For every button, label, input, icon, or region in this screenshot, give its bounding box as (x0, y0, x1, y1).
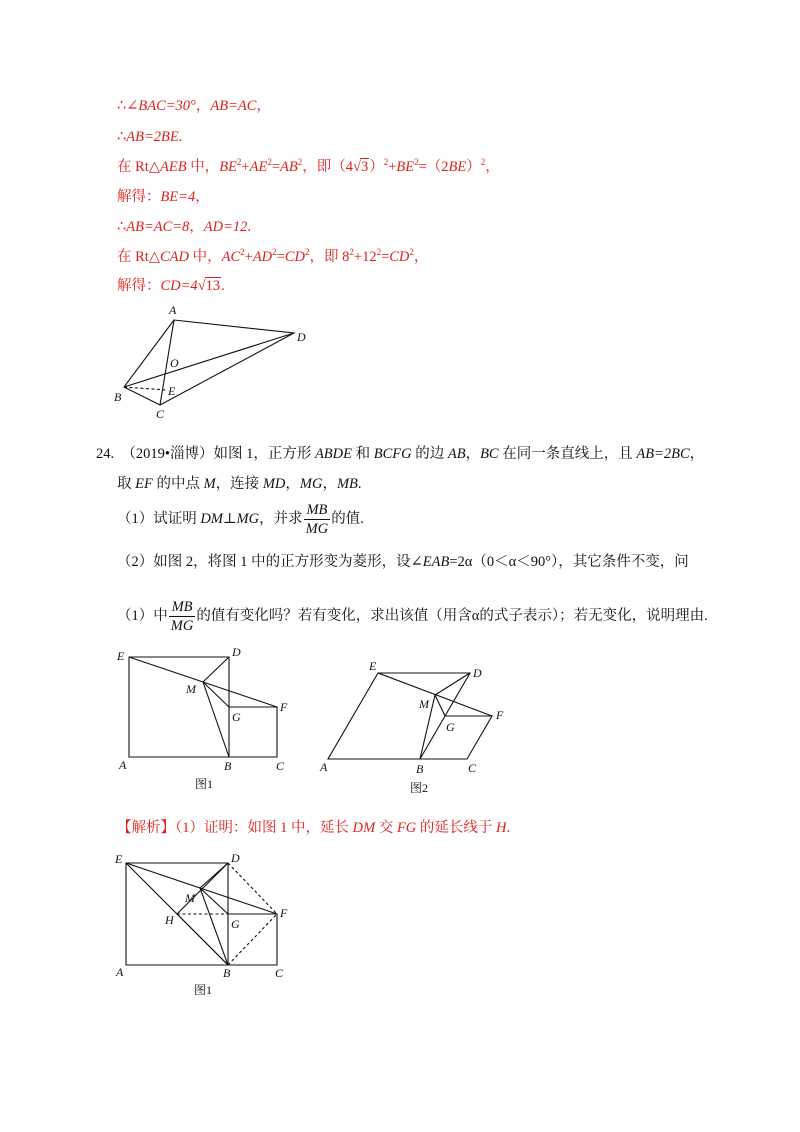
label-d: D (231, 851, 240, 865)
figure-1-caption: 图1 (195, 777, 214, 791)
label-f: F (280, 906, 288, 920)
problem-question-2: （2）如图 2，将图 1 中的正方形变为菱形，设∠EAB=2α（0＜α＜90°），其它条件不变，问 (117, 554, 689, 570)
label-d: D (297, 330, 306, 344)
label-c: C (468, 761, 477, 775)
label-c: C (276, 759, 285, 773)
label-f: F (280, 700, 288, 714)
analysis-tag: 【解析】 (117, 820, 175, 836)
segment-df (228, 863, 277, 914)
label-a: A (119, 758, 127, 772)
segment-hb (177, 914, 228, 965)
label-c: C (156, 407, 165, 421)
label-a: A (169, 303, 177, 317)
solution-line-4: 解得：BE=4， (117, 189, 210, 205)
label-e: E (168, 384, 176, 398)
problem-question-1: （1）试证明 DM⊥MG，并求 $\frac{MB}{MG}$ 的值. (117, 502, 364, 538)
label-m: M (185, 891, 195, 905)
figure-3-caption: 图1 (194, 983, 213, 997)
fraction-mb-mg: $\frac{MB}{MG}$ (305, 502, 329, 538)
label-a: A (320, 760, 328, 774)
analysis-line-1: 【解析】（1）证明：如图 1 中，延长 DM 交 FG 的延长线于 H. (117, 820, 511, 836)
label-m: M (186, 682, 196, 696)
label-f: F (496, 708, 504, 722)
label-g: G (232, 710, 241, 724)
label-h: H (165, 913, 174, 927)
label-b: B (223, 966, 231, 980)
label-d: D (232, 645, 241, 659)
problem-line-2: 取 EF 的中点 M，连接 MD，MG，MB. (117, 476, 362, 492)
solution-line-2: ∴AB=2BE. (117, 129, 183, 145)
segment-mb (200, 888, 228, 965)
label-d: D (473, 666, 482, 680)
label-o: O (170, 356, 179, 370)
segment-ef (126, 863, 277, 914)
solution-line-7: 解得：CD=4√13. (117, 278, 225, 294)
label-g: G (231, 917, 240, 931)
label-a: A (116, 965, 124, 979)
label-b: B (224, 759, 232, 773)
label-m: M (419, 697, 429, 711)
label-e: E (117, 649, 125, 663)
label-b: B (416, 762, 424, 776)
label-c: C (275, 966, 284, 980)
solution-line-6: 在 Rt△CAD 中，$AC^2+AD^2=CD^2$，即 $8^2+12^2=CD^2$， (117, 247, 429, 265)
label-g: G (446, 720, 455, 734)
figure-2-caption: 图2 (410, 781, 429, 795)
problem-line-1: 24. （2019•淄博）如图 1，正方形 ABDE 和 BCFG 的边 AB，BC 在同一条直线上，且 AB=2BC， (96, 446, 705, 462)
solution-line-1: ∴∠BAC=30°，AB=AC， (117, 98, 271, 114)
label-b: B (114, 390, 122, 404)
solution-line-5: ∴AB=AC=8，AD=12. (117, 219, 252, 235)
label-e: E (369, 659, 377, 673)
solution-line-3: 在 Rt△AEB 中，$BE^2+AE^2=AB^2$，即$(4√3)^2+BE^2=(2BE)^2$， (117, 157, 500, 175)
fraction-mb-mg-2: $\frac{MB}{MG}$ (170, 599, 194, 635)
label-e: E (115, 852, 123, 866)
problem-question-3: （1）中 $\frac{MB}{MG}$ 的值有变化吗？若有变化，求出该值（用含α的式子表示）；若无变化，说明理由. (117, 599, 708, 635)
